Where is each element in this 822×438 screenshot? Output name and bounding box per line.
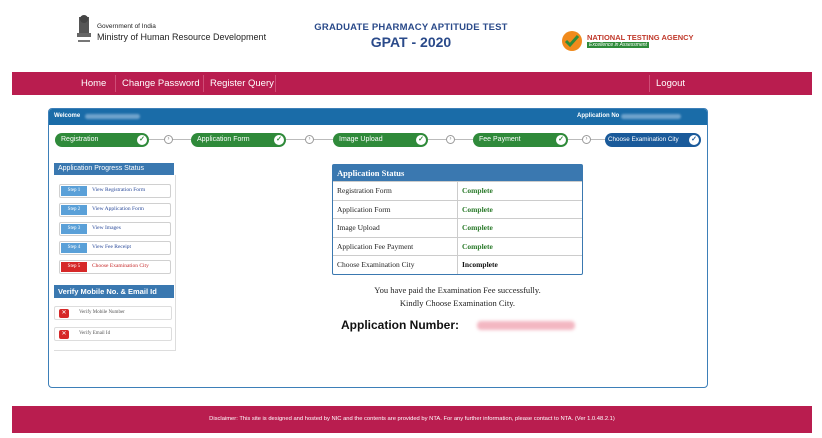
nav-change-password[interactable]: Change Password (122, 78, 200, 89)
status-state: Complete (462, 186, 493, 195)
step-image-upload[interactable] (333, 133, 428, 147)
check-icon: ✓ (416, 135, 426, 145)
step-fee-payment[interactable] (473, 133, 568, 147)
chevron-right-icon: › (582, 135, 591, 144)
application-no-label: Application No (577, 113, 620, 119)
step-link[interactable]: View Application Form (92, 206, 144, 212)
agency-name: NATIONAL TESTING AGENCY (587, 33, 694, 42)
card-title-bar (49, 109, 708, 125)
status-item: Choose Examination City (333, 256, 458, 274)
step-tag: Step 3 (61, 224, 87, 234)
table-row (333, 181, 582, 200)
table-row (333, 200, 582, 219)
step-registration[interactable] (55, 133, 149, 147)
status-state: Complete (462, 204, 493, 214)
close-icon: ✕ (59, 309, 69, 318)
verify-email-link[interactable]: Verify Email Id (79, 331, 111, 336)
status-state: Complete (462, 241, 493, 251)
table-row (333, 237, 582, 256)
dashboard-card (48, 108, 708, 388)
progress-step-1[interactable] (59, 184, 171, 198)
application-number-redacted (477, 321, 575, 330)
progress-step-3[interactable] (59, 222, 171, 236)
status-state: Complete (462, 223, 493, 232)
status-item: Application Form (333, 201, 458, 219)
verify-mobile-row[interactable] (54, 306, 172, 320)
site-header (0, 0, 822, 72)
check-icon: ✓ (137, 135, 147, 145)
choose-city-message: Kindly Choose Examination City. (399, 298, 516, 308)
application-status-table (332, 164, 583, 275)
nta-logo-icon (561, 30, 583, 52)
ministry-line: Ministry of Human Resource Development (97, 32, 267, 42)
chevron-right-icon: › (164, 135, 173, 144)
progress-heading: Application Progress Status (54, 163, 174, 175)
step-label: Choose Examination City (608, 136, 679, 143)
step-tag: Step 4 (61, 243, 87, 253)
nav-home[interactable]: Home (81, 78, 107, 89)
chevron-right-icon: › (305, 135, 314, 144)
footer-disclaimer: Disclaimer: This site is designed and hosted by NIC and the contents are provided by NTA. For any further information, please contact to NTA. (Ver 1.0.48.2.1) (12, 406, 812, 433)
step-label: Image Upload (339, 136, 383, 143)
step-application-form[interactable] (191, 133, 286, 147)
welcome-label: Welcome (54, 113, 81, 119)
agency-tagline: Excellence in Assessment (589, 42, 647, 48)
candidate-name-redacted (85, 114, 140, 119)
top-nav (12, 72, 812, 95)
step-label: Registration (61, 136, 99, 143)
nav-divider (115, 75, 116, 92)
step-tag: Step 5 (61, 262, 87, 272)
chevron-right-icon: › (446, 135, 455, 144)
step-link[interactable]: Choose Examination City (92, 263, 149, 269)
step-label: Application Form (197, 136, 250, 143)
nav-divider (203, 75, 204, 92)
gov-line: Government of India (97, 23, 156, 30)
check-icon: ✓ (274, 135, 284, 145)
status-item: Image Upload (333, 219, 458, 237)
payment-message: You have paid the Examination Fee successfully. (374, 285, 541, 295)
step-link[interactable]: View Registration Form (92, 187, 146, 193)
step-tag: Step 1 (61, 186, 87, 196)
check-icon: ✓ (689, 135, 699, 145)
step-label: Fee Payment (479, 136, 521, 143)
close-icon: ✕ (59, 330, 69, 339)
status-state: Incomplete (462, 260, 498, 269)
step-link[interactable]: View Fee Receipt (92, 244, 132, 250)
nav-register-query[interactable]: Register Query (210, 78, 274, 89)
nav-divider (275, 75, 276, 92)
status-item: Registration Form (333, 182, 458, 200)
progress-panel (54, 175, 176, 351)
table-row (333, 255, 582, 274)
progress-step-2[interactable] (59, 203, 171, 217)
status-item: Application Fee Payment (333, 238, 458, 256)
application-no-redacted (621, 114, 681, 119)
exam-title: GRADUATE PHARMACY APTITUDE TEST (314, 22, 508, 33)
status-heading: Application Status (333, 165, 582, 181)
step-choose-city[interactable] (605, 133, 701, 147)
verify-email-row[interactable] (54, 327, 172, 341)
nav-divider (649, 75, 650, 92)
verify-mobile-link[interactable]: Verify Mobile Number (79, 310, 125, 315)
exam-subtitle: GPAT - 2020 (370, 34, 452, 50)
progress-step-5[interactable] (59, 260, 171, 274)
check-icon: ✓ (556, 135, 566, 145)
step-tag: Step 2 (61, 205, 87, 215)
step-link[interactable]: View Images (92, 225, 121, 231)
nav-logout[interactable]: Logout (656, 78, 686, 89)
progress-step-4[interactable] (59, 241, 171, 255)
verify-heading: Verify Mobile No. & Email Id (54, 285, 174, 298)
application-number-label: Application Number: (341, 318, 460, 332)
table-row (333, 218, 582, 237)
